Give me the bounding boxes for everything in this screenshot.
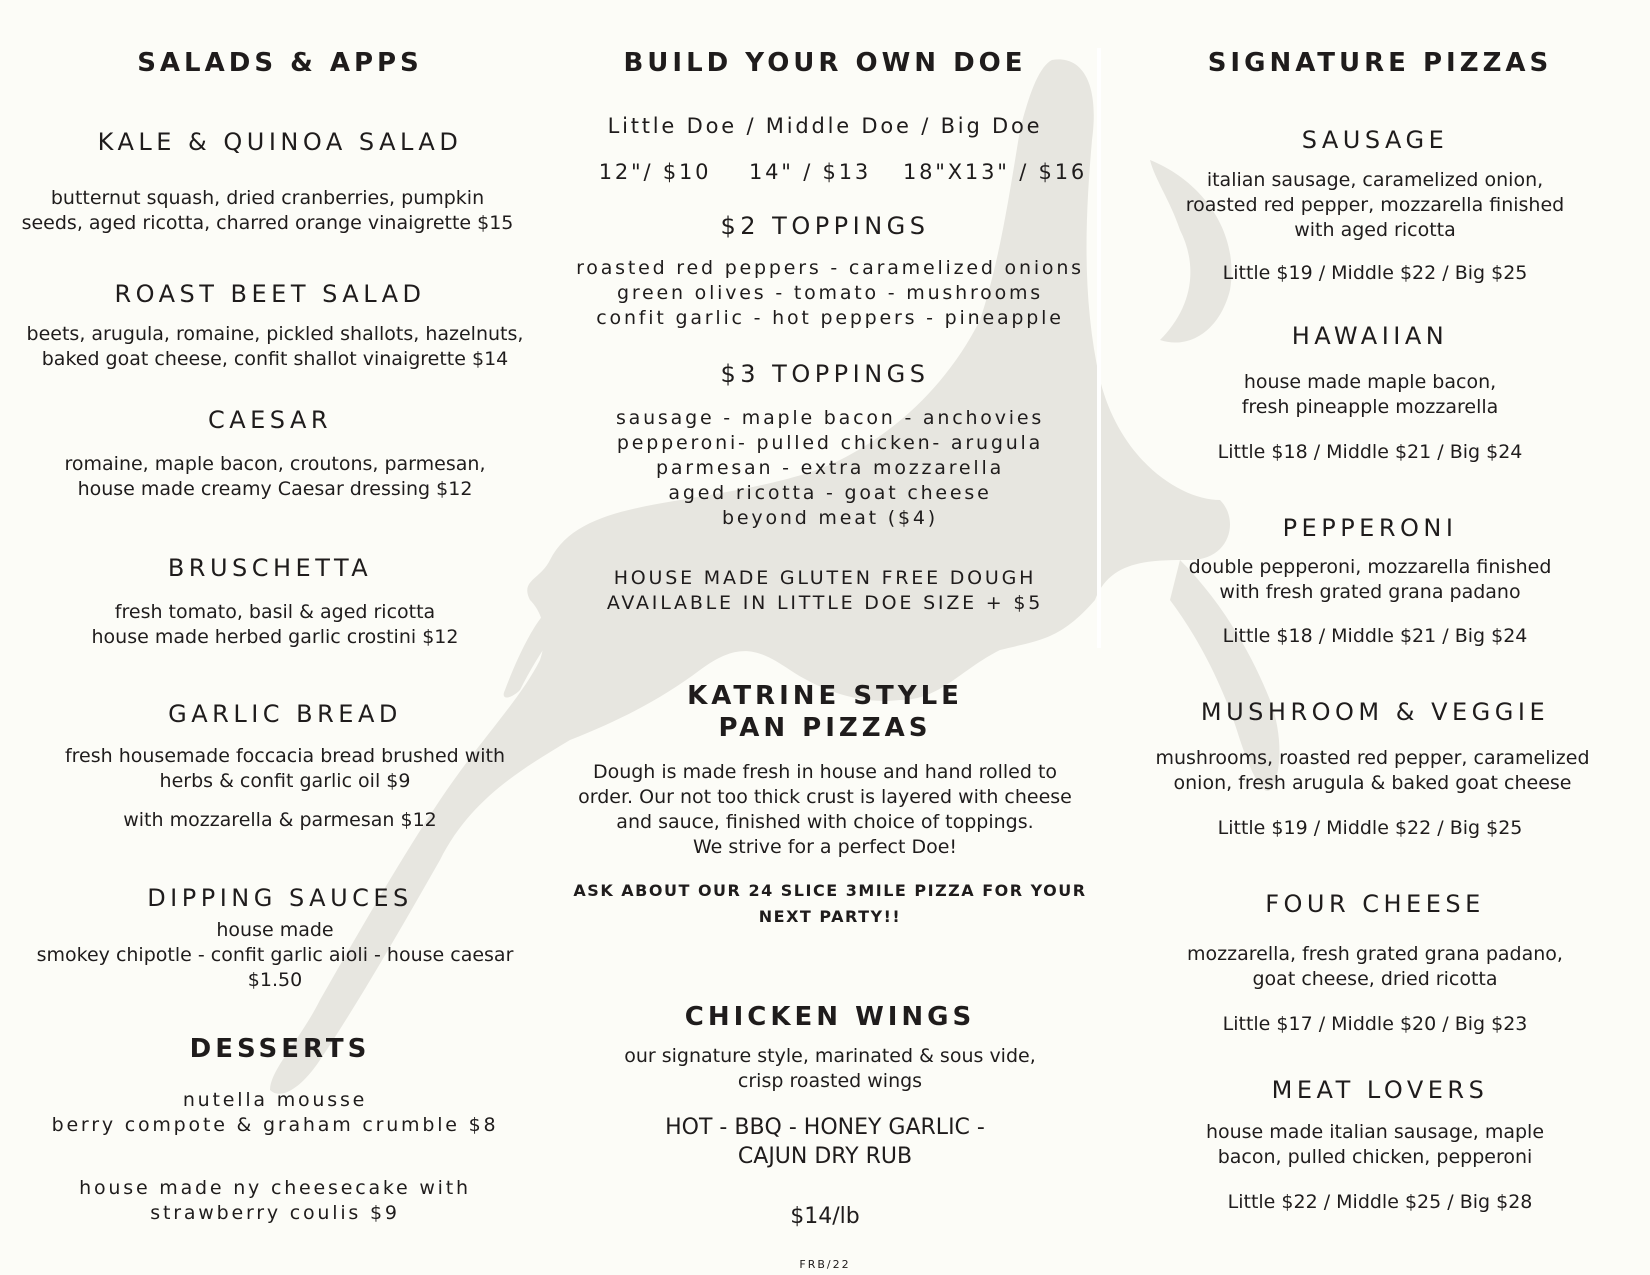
chicken-wings-price: $14/lb	[790, 1204, 860, 1229]
meat-lovers-name: MEAT LOVERS	[1271, 1076, 1489, 1104]
dipping-sauces-name: DIPPING SAUCES	[147, 884, 413, 912]
build-your-own-title: BUILD YOUR OWN DOE	[623, 48, 1027, 78]
party-pizza-note: ASK ABOUT OUR 24 SLICE 3MILE PIZZA FOR YOUR NEXT PARTY!!	[573, 881, 1087, 926]
mushroom-veggie-price: Little $19 / Middle $22 / Big $25	[1217, 817, 1523, 839]
caesar-desc: romaine, maple bacon, croutons, parmesan, house made creamy Caesar dressing $12	[64, 453, 486, 500]
four-cheese-name: FOUR CHEESE	[1265, 890, 1485, 918]
garlic-bread-extra: with mozzarella & parmesan $12	[123, 809, 437, 831]
hawaiian-price: Little $18 / Middle $21 / Big $24	[1217, 441, 1523, 463]
pepperoni-price: Little $18 / Middle $21 / Big $24	[1222, 625, 1528, 647]
meat-lovers-price: Little $22 / Middle $25 / Big $28	[1227, 1191, 1533, 1213]
bruschetta-desc: fresh tomato, basil & aged ricotta house made herbed garlic crostini $12	[91, 601, 459, 648]
toppings-3-list: sausage - maple bacon - anchovies pepperoni- pulled chicken- arugula parmesan - extra mozzarella aged ricotta - goat cheese beyond meat ($4)	[615, 407, 1045, 529]
sausage-name: SAUSAGE	[1301, 126, 1449, 154]
mushroom-veggie-desc: mushrooms, roasted red pepper, caramelized onion, fresh arugula & baked goat cheese	[1155, 747, 1590, 794]
pepperoni-desc: double pepperoni, mozzarella finished with fresh grated grana padano	[1188, 556, 1552, 603]
kale-salad-name: KALE & QUINOA SALAD	[97, 128, 463, 156]
size-names: Little Doe / Middle Doe / Big Doe	[607, 114, 1043, 138]
beet-salad-desc: beets, arugula, romaine, pickled shallots, hazelnuts, baked goat cheese, confit shallot vinaigrette $14	[26, 323, 524, 370]
katrine-desc: Dough is made fresh in house and hand rolled to order. Our not too thick crust is layered with cheese and sauce, finished with choice of toppings. We strive for a perfect Doe!	[578, 761, 1072, 858]
meat-lovers-desc: house made italian sausage, maple bacon, pulled chicken, pepperoni	[1205, 1121, 1545, 1168]
katrine-title: KATRINE STYLE PAN PIZZAS	[687, 681, 963, 743]
toppings-3-title: $3 TOPPINGS	[720, 360, 930, 388]
kale-salad-desc: butternut squash, dried cranberries, pumpkin seeds, aged ricotta, charred orange vinaigrette $15	[21, 187, 514, 234]
gluten-free-note: HOUSE MADE GLUTEN FREE DOUGH AVAILABLE IN LITTLE DOE SIZE + $5	[606, 567, 1044, 614]
toppings-2-title: $2 TOPPINGS	[720, 212, 930, 240]
dessert-item-1: nutella mousse berry compote & graham crumble $8	[51, 1089, 499, 1136]
salads-apps-title: SALADS & APPS	[137, 48, 423, 78]
signature-pizzas-title: SIGNATURE PIZZAS	[1207, 48, 1553, 78]
chicken-wings-title: CHICKEN WINGS	[684, 1002, 976, 1032]
hawaiian-name: HAWAIIAN	[1291, 322, 1449, 350]
chicken-wings-flavors: HOT - BBQ - HONEY GARLIC - CAJUN DRY RUB	[665, 1115, 985, 1169]
sausage-desc: italian sausage, caramelized onion, roasted red pepper, mozzarella finished with aged ricotta	[1185, 169, 1565, 241]
garlic-bread-desc: fresh housemade foccacia bread brushed with herbs & confit garlic oil $9	[64, 745, 506, 792]
size-3-price: 18"X13" / $16	[902, 160, 1088, 184]
caesar-name: CAESAR	[207, 406, 333, 434]
hawaiian-desc: house made maple bacon, fresh pineapple mozzarella	[1241, 371, 1499, 418]
four-cheese-price: Little $17 / Middle $20 / Big $23	[1222, 1013, 1528, 1035]
garlic-bread-name: GARLIC BREAD	[168, 700, 402, 728]
dipping-sauces-desc: house made smokey chipotle - confit garlic aioli - house caesar $1.50	[36, 919, 514, 991]
beet-salad-name: ROAST BEET SALAD	[114, 280, 426, 308]
size-1-price: 12"/ $10	[598, 160, 712, 184]
desserts-title: DESSERTS	[189, 1034, 371, 1064]
pepperoni-name: PEPPERONI	[1282, 514, 1458, 542]
bruschetta-name: BRUSCHETTA	[167, 554, 373, 582]
sausage-price: Little $19 / Middle $22 / Big $25	[1222, 262, 1528, 284]
dessert-item-2: house made ny cheesecake with strawberry coulis $9	[79, 1177, 471, 1224]
chicken-wings-desc: our signature style, marinated & sous vide, crisp roasted wings	[624, 1045, 1036, 1092]
column-divider	[1097, 48, 1101, 648]
size-2-price: 14" / $13	[748, 160, 872, 184]
toppings-2-list: roasted red peppers - caramelized onions green olives - tomato - mushrooms confit garlic - hot peppers - pineapple	[576, 257, 1084, 329]
mushroom-veggie-name: MUSHROOM & VEGGIE	[1200, 698, 1550, 726]
four-cheese-desc: mozzarella, fresh grated grana padano, goat cheese, dried ricotta	[1187, 943, 1563, 990]
footer-code: FRB/22	[799, 1258, 851, 1271]
